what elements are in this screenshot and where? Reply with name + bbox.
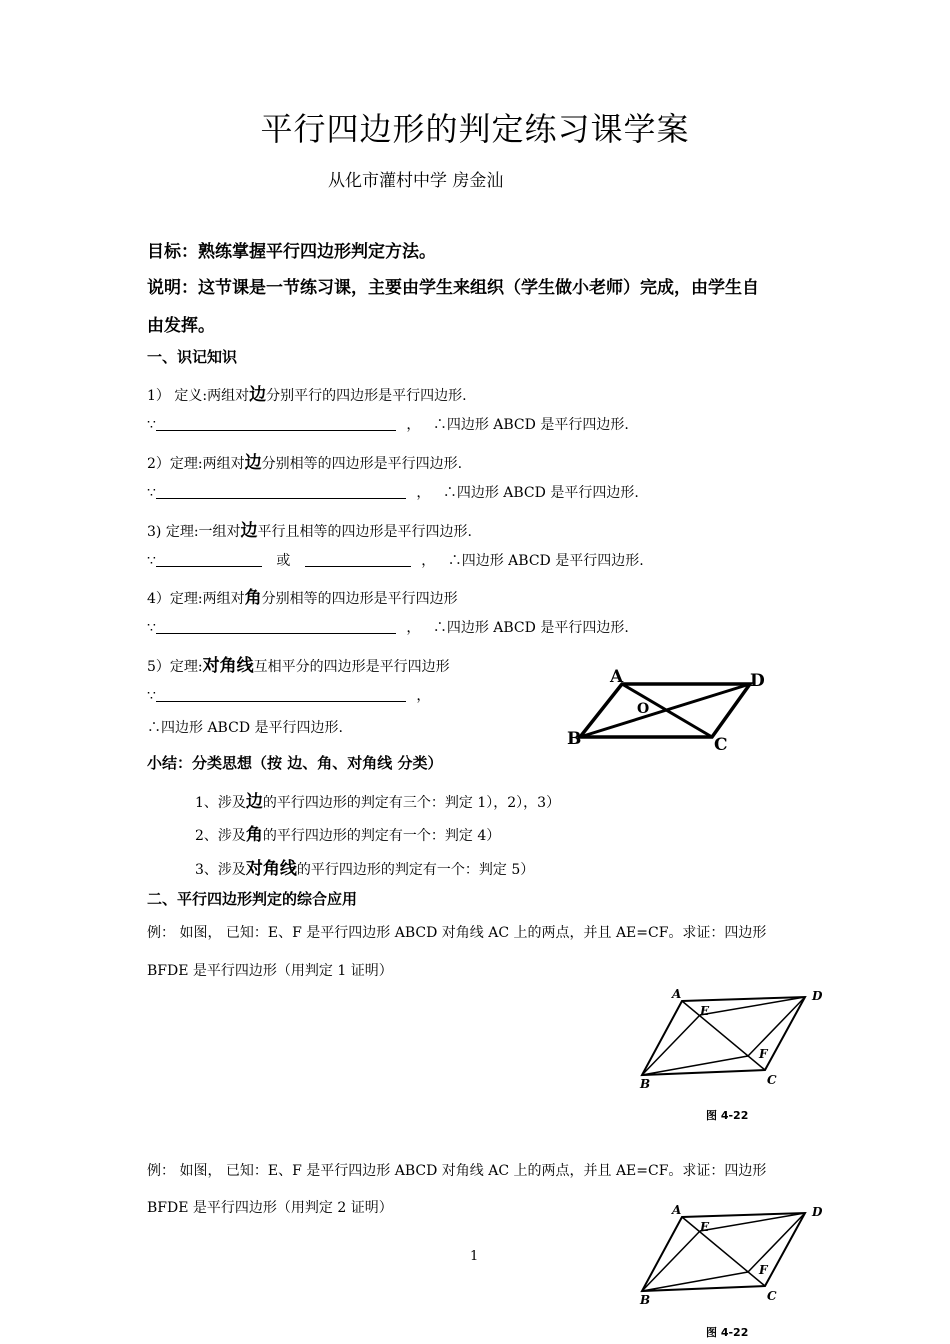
vertex-label-b: B [567,729,582,749]
author-line: 从化市灌村中学 房金汕 [328,171,504,191]
summary-line-1 [195,787,560,812]
theorem-5-pre: 5）定理: [147,659,203,675]
summary-2-post: 的平行四边形的判定有一个：判定 4） [262,828,501,844]
vertex-label-a: A [610,667,624,687]
theorem-1-pre: 1） 定义:两组对 [147,388,250,404]
vertex-label-b: B [640,1077,651,1091]
fill-line-3 [147,550,644,570]
parallelogram-figure-1 [560,660,780,760]
summary-1-keyword: 边 [245,792,263,812]
section-heading-2: 二、平行四边形判定的综合应用 [147,890,358,908]
theorem-5 [147,651,450,676]
because-symbol: ∵ [147,485,156,501]
vertex-label-c: C [767,1289,777,1303]
vertex-label-d: D [812,1205,823,1219]
note-line-1: 说明：这节课是一节练习课，主要由学生来组织（学生做小老师）完成，由学生自 [147,278,759,298]
summary-2-keyword: 角 [245,825,263,845]
because-symbol: ∵ [147,553,156,569]
comma: ， [406,620,421,636]
page-title: 平行四边形的判定练习课学案 [260,110,690,148]
center-label-o: O [637,701,650,717]
theorem-2-keyword: 边 [244,453,262,473]
answer-blank[interactable] [156,687,406,702]
parallelogram-figure-2 [632,984,832,1129]
answer-blank[interactable] [156,619,396,634]
comma: ， [416,688,431,704]
vertex-label-a: A [672,1203,682,1217]
diagonal-bd [580,684,750,737]
figure-caption: 图 4-22 [706,1109,749,1122]
fill-line-4 [147,617,629,637]
answer-blank[interactable] [156,552,262,567]
summary-3-keyword: 对角线 [245,859,297,879]
section-heading-1: 一、识记知识 [147,348,238,366]
comma: ， [406,417,421,433]
note-line-2: 由发挥。 [147,316,215,336]
conclusion-5: ∴四边形 ABCD 是平行四边形. [147,720,343,736]
answer-blank[interactable] [156,416,396,431]
theorem-4-keyword: 角 [244,588,262,608]
fill-line-2 [147,482,639,502]
summary-line-3 [195,854,534,879]
summary-1-post: 的平行四边形的判定有三个：判定 1），2），3） [262,795,561,811]
vertex-label-b: B [640,1293,651,1307]
parallelogram-figure-3 [632,1200,832,1344]
conclusion-text: ∴四边形 ABCD 是平行四边形. [432,620,629,636]
goal-text: 目标：熟练掌握平行四边形判定方法。 [147,242,436,262]
summary-1-pre: 1、涉及 [195,795,246,811]
vertex-label-a: A [672,987,682,1001]
because-symbol: ∵ [147,620,156,636]
theorem-1-keyword: 边 [249,385,267,405]
example-1-line-1: 例： 如图， 已知：E、F 是平行四边形 ABCD 对角线 AC 上的两点，并且 AE=CF。求证：四边形 [147,925,767,941]
theorem-4 [147,583,458,608]
comma: ， [416,485,431,501]
theorem-4-post: 分别相等的四边形是平行四边形 [261,591,458,607]
theorem-1 [147,380,467,405]
comma: ， [421,553,436,569]
fill-line-1 [147,414,629,434]
point-label-e: E [700,1004,710,1018]
figure-caption: 图 4-22 [706,1326,749,1339]
point-label-f: F [759,1263,768,1277]
summary-3-pre: 3、涉及 [195,862,246,878]
theorem-2 [147,448,462,473]
conclusion-text: ∴四边形 ABCD 是平行四边形. [432,417,629,433]
vertex-label-d: D [812,989,823,1003]
vertex-label-c: C [714,735,728,755]
point-label-e: E [700,1220,710,1234]
summary-2-pre: 2、涉及 [195,828,246,844]
theorem-2-post: 分别相等的四边形是平行四边形. [261,456,463,472]
theorem-3 [147,516,472,541]
fill-line-5 [147,685,430,705]
theorem-3-keyword: 边 [240,521,258,541]
example-1-line-2: BFDE 是平行四边形（用判定 1 证明） [147,963,393,979]
point-label-f: F [759,1047,768,1061]
because-symbol: ∵ [147,417,156,433]
theorem-3-pre: 3) 定理:一组对 [147,524,241,540]
theorem-5-post: 互相平分的四边形是平行四边形 [253,659,450,675]
summary-line-2 [195,820,500,845]
vertex-label-d: D [750,671,765,691]
summary-heading: 小结：分类思想（按 边、角、对角线 分类） [147,754,443,772]
answer-blank[interactable] [156,484,406,499]
page-number: 1 [470,1249,479,1264]
summary-3-post: 的平行四边形的判定有一个：判定 5） [296,862,535,878]
example-2-line-2: BFDE 是平行四边形（用判定 2 证明） [147,1200,393,1216]
theorem-2-pre: 2）定理:两组对 [147,456,245,472]
theorem-1-post: 分别平行的四边形是平行四边形. [266,388,467,404]
answer-blank[interactable] [305,552,411,567]
theorem-5-keyword: 对角线 [202,656,254,676]
example-2-line-1: 例： 如图， 已知：E、F 是平行四边形 ABCD 对角线 AC 上的两点，并且 AE=CF。求证：四边形 [147,1163,767,1179]
theorem-3-post: 平行且相等的四边形是平行四边形. [257,524,472,540]
theorem-4-pre: 4）定理:两组对 [147,591,245,607]
conclusion-text: ∴四边形 ABCD 是平行四边形. [442,485,639,501]
because-symbol: ∵ [147,688,156,704]
or-word: 或 [276,553,291,569]
vertex-label-c: C [767,1073,777,1087]
conclusion-text: ∴四边形 ABCD 是平行四边形. [447,553,644,569]
